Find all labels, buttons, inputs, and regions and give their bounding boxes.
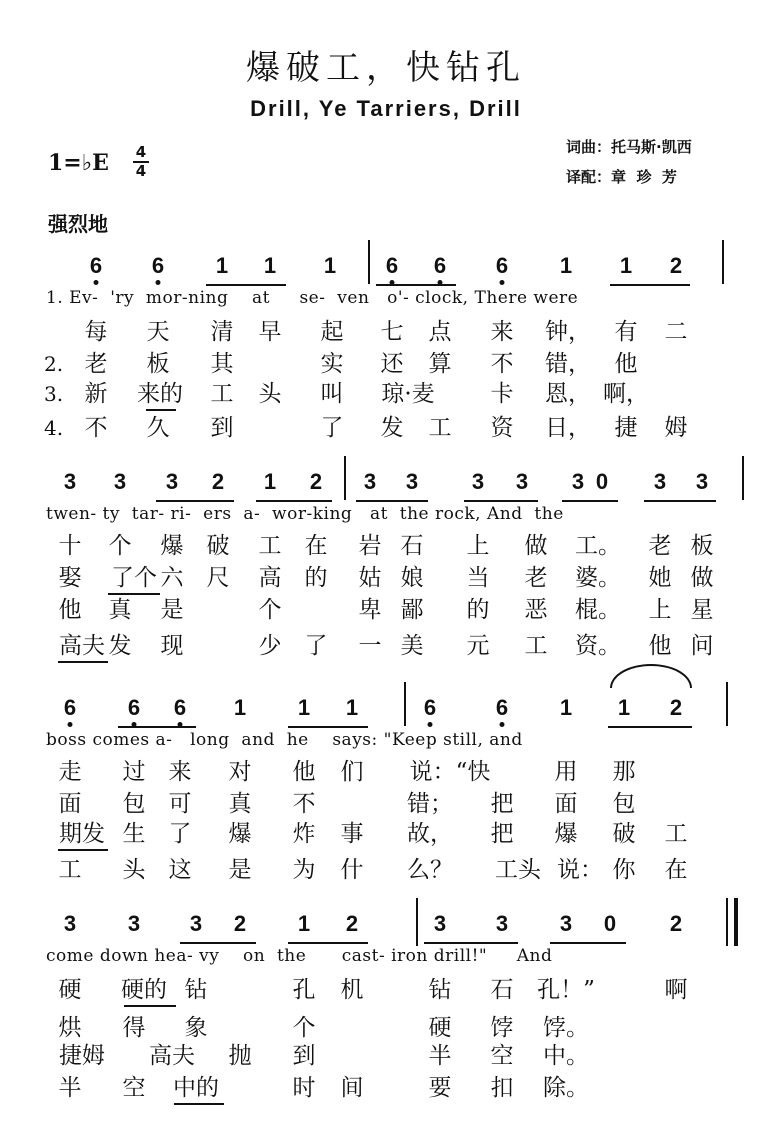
chinese-lyric: 日，: [545, 415, 591, 441]
verse-number: 4.: [44, 416, 64, 440]
chinese-lyric: 间: [340, 1075, 364, 1101]
chinese-lyric: 这: [168, 857, 192, 883]
note: 6: [495, 253, 509, 278]
chinese-lyric: 把: [490, 821, 514, 847]
chinese-lyric: 啊: [664, 977, 688, 1003]
eighth-note-beam: [608, 726, 692, 728]
chinese-lyric: 错；: [407, 791, 453, 817]
chinese-lyric: 其: [210, 351, 234, 377]
note: 3: [571, 469, 585, 494]
chinese-lyric: 点: [428, 319, 452, 345]
chinese-lyric: 是: [228, 857, 252, 883]
chinese-lyric: 为: [292, 857, 316, 883]
chinese-lyric: 恩，: [545, 381, 591, 407]
chinese-lyric: 老: [84, 351, 108, 377]
chinese-lyric: 爆: [160, 533, 184, 559]
eighth-note-beam: [180, 942, 256, 944]
chinese-lyric: 实: [320, 351, 344, 377]
chinese-lyric: 早: [258, 319, 282, 345]
octave-dot: [156, 280, 161, 285]
chinese-lyric: 半: [428, 1043, 452, 1069]
chinese-lyric: 们: [340, 759, 364, 785]
chinese-lyric: 得: [122, 1015, 146, 1041]
chinese-lyric: 新: [84, 381, 108, 407]
eighth-note-beam: [288, 726, 368, 728]
chinese-lyric: 鄙: [400, 597, 424, 623]
chinese-lyric: 六: [160, 565, 184, 591]
eighth-note-beam: [550, 942, 626, 944]
chinese-lyric: 捷: [614, 415, 638, 441]
chinese-lyric: 个: [292, 1015, 316, 1041]
chinese-lyric: 板: [146, 351, 170, 377]
note: 3: [63, 469, 77, 494]
note: 6: [89, 253, 103, 278]
chinese-lyric: 象: [184, 1015, 208, 1041]
chinese-lyric: 真: [228, 791, 252, 817]
chinese-lyric: 面: [58, 791, 82, 817]
barline: [344, 456, 346, 500]
note: 3: [653, 469, 667, 494]
chinese-lyric: 高夫: [59, 633, 105, 659]
chinese-lyric: 恶: [524, 597, 548, 623]
chinese-lyric: 做: [690, 565, 714, 591]
chinese-lyric: 在: [664, 857, 688, 883]
chinese-lyric: 工头: [495, 857, 541, 883]
note: 1: [559, 253, 573, 278]
chinese-lyric: 板: [690, 533, 714, 559]
chinese-lyric: 把: [490, 791, 514, 817]
chinese-lyric: 半: [58, 1075, 82, 1101]
note: 1: [345, 695, 359, 720]
note: 1: [263, 469, 277, 494]
verse-number: 2.: [44, 352, 64, 376]
note: 2: [669, 253, 683, 278]
chinese-lyric: 久: [146, 415, 170, 441]
eighth-note-beam: [376, 284, 456, 286]
note: 3: [363, 469, 377, 494]
chinese-lyric: 叫: [320, 381, 344, 407]
chinese-lyric: 工: [524, 633, 548, 659]
chinese-lyric: 除。: [543, 1075, 589, 1101]
chinese-lyric: 么？: [407, 857, 453, 883]
final-barline: [734, 898, 738, 946]
chinese-lyric: 说：“快: [409, 759, 491, 785]
note: 3: [695, 469, 709, 494]
chinese-lyric: 当: [466, 565, 490, 591]
chinese-lyric: 姆: [664, 415, 688, 441]
chinese-lyric: 工。: [575, 533, 621, 559]
chinese-lyric: 了: [304, 633, 328, 659]
chinese-lyric: 娘: [400, 565, 424, 591]
note: 2: [669, 911, 683, 936]
barline: [368, 240, 370, 284]
note: 2: [211, 469, 225, 494]
chinese-lyric: 时: [292, 1075, 316, 1101]
chinese-lyric: 面: [554, 791, 578, 817]
chinese-lyric: 要: [428, 1075, 452, 1101]
note: 2: [233, 911, 247, 936]
chinese-lyric: 个: [258, 597, 282, 623]
note: 3: [165, 469, 179, 494]
eighth-note-beam: [288, 942, 368, 944]
chinese-lyric: 工: [428, 415, 452, 441]
lyric-underline: [58, 661, 108, 663]
chinese-lyric: 高夫: [149, 1043, 195, 1069]
chinese-lyric: 娶: [58, 565, 82, 591]
chinese-lyric: 岩: [358, 533, 382, 559]
note: 1: [323, 253, 337, 278]
chinese-lyric: 机: [340, 977, 364, 1003]
chinese-lyric: 你: [612, 857, 636, 883]
chinese-lyric: 不: [84, 415, 108, 441]
chinese-lyric: 来: [490, 319, 514, 345]
note: 1: [617, 695, 631, 720]
chinese-lyric: 他: [648, 633, 672, 659]
eighth-note-beam: [644, 500, 716, 502]
chinese-lyric: 石: [490, 977, 514, 1003]
chinese-lyric: 硬的: [121, 977, 167, 1003]
octave-dot: [428, 722, 433, 727]
chinese-lyric: 包: [122, 791, 146, 817]
chinese-lyric: 个: [108, 533, 132, 559]
note: 1: [297, 695, 311, 720]
eighth-note-beam: [206, 284, 286, 286]
chinese-lyric: 扣: [490, 1075, 514, 1101]
note: 6: [151, 253, 165, 278]
octave-dot: [94, 280, 99, 285]
time-signature-bottom: 4: [135, 162, 147, 180]
chinese-lyric: 七: [380, 319, 404, 345]
chinese-lyric: 的: [304, 565, 328, 591]
time-signature: [132, 144, 150, 180]
chinese-lyric: 硬: [58, 977, 82, 1003]
chinese-lyric: 发: [108, 633, 132, 659]
chinese-lyric: 每: [84, 319, 108, 345]
chinese-lyric: 她: [648, 565, 672, 591]
song-title-english: Drill, Ye Tarriers, Drill: [250, 96, 522, 121]
note: 3: [113, 469, 127, 494]
chinese-lyric: 不: [292, 791, 316, 817]
lyric-underline: [146, 409, 176, 411]
chinese-lyric: 什: [340, 857, 364, 883]
barline: [726, 682, 728, 726]
note: 1: [619, 253, 633, 278]
time-signature-top: 4: [135, 143, 147, 161]
chinese-lyric: 少: [258, 633, 282, 659]
note: 2: [309, 469, 323, 494]
eighth-note-beam: [610, 284, 690, 286]
note: 3: [515, 469, 529, 494]
note: 6: [433, 253, 447, 278]
chinese-lyric: 他: [614, 351, 638, 377]
lyric-underline: [124, 1005, 176, 1007]
chinese-lyric: 包: [612, 791, 636, 817]
eighth-note-beam: [356, 500, 428, 502]
note: 3: [127, 911, 141, 936]
chinese-lyric: 用: [554, 759, 578, 785]
note: 6: [127, 695, 141, 720]
chinese-lyric: 一: [358, 633, 382, 659]
lyric-underline: [174, 1103, 224, 1105]
chinese-lyric: 了: [168, 821, 192, 847]
chinese-lyric: 石: [400, 533, 424, 559]
chinese-lyric: 美: [400, 633, 424, 659]
eighth-note-beam: [464, 500, 538, 502]
chinese-lyric: 婆。: [575, 565, 621, 591]
chinese-lyric: 工: [58, 857, 82, 883]
eighth-note-beam: [562, 500, 618, 502]
chinese-lyric: 老: [524, 565, 548, 591]
chinese-lyric: 钻: [184, 977, 208, 1003]
chinese-lyric: 做: [524, 533, 548, 559]
chinese-lyric: 来: [168, 759, 192, 785]
chinese-lyric: 来的: [137, 381, 183, 407]
chinese-lyric: 工: [258, 533, 282, 559]
chinese-lyric: 不: [490, 351, 514, 377]
note: 0: [603, 911, 617, 936]
chinese-lyric: 工: [210, 381, 234, 407]
chinese-lyric: 是: [160, 597, 184, 623]
chinese-lyric: 发: [380, 415, 404, 441]
barline: [416, 898, 418, 946]
chinese-lyric: 孔！”: [537, 977, 595, 1003]
chinese-lyric: 棍。: [575, 597, 621, 623]
chinese-lyric: 可: [168, 791, 192, 817]
lyric-underline: [58, 849, 108, 851]
eighth-note-beam: [156, 500, 234, 502]
tempo-marking: 强烈地: [48, 212, 108, 236]
note: 0: [595, 469, 609, 494]
chinese-lyric: 真: [108, 597, 132, 623]
note: 1: [233, 695, 247, 720]
note: 6: [385, 253, 399, 278]
english-lyrics-line: twen- ty tar- ri- ers a- wor-king at the rock, And the: [46, 504, 564, 524]
note: 3: [433, 911, 447, 936]
chinese-lyric: 资。: [575, 633, 621, 659]
chinese-lyric: 钟，: [545, 319, 591, 345]
chinese-lyric: 说：: [557, 857, 603, 883]
chinese-lyric: 卑: [358, 597, 382, 623]
chinese-lyric: 破: [206, 533, 230, 559]
eighth-note-beam: [118, 726, 196, 728]
chinese-lyric: 他: [58, 597, 82, 623]
chinese-lyric: 中的: [173, 1075, 219, 1101]
chinese-lyric: 算: [428, 351, 452, 377]
note: 3: [189, 911, 203, 936]
note: 3: [471, 469, 485, 494]
note: 3: [559, 911, 573, 936]
english-lyrics-line: 1. Ev- 'ry mor-ning at se- ven o'- clock, There were: [46, 288, 579, 308]
chinese-lyric: 现: [160, 633, 184, 659]
note: 6: [173, 695, 187, 720]
chinese-lyric: 饽。: [543, 1015, 589, 1041]
slur: [610, 664, 692, 688]
note: 1: [215, 253, 229, 278]
note: 3: [63, 911, 77, 936]
note: 1: [263, 253, 277, 278]
chinese-lyric: 中。: [543, 1043, 589, 1069]
key-signature: 1=♭E: [48, 150, 109, 176]
song-title-chinese: 爆破工，快钻孔: [246, 48, 526, 88]
chinese-lyric: 头: [258, 381, 282, 407]
chinese-lyric: 钻: [428, 977, 452, 1003]
note: 6: [423, 695, 437, 720]
chinese-lyric: 了: [320, 415, 344, 441]
chinese-lyric: 头: [122, 857, 146, 883]
chinese-lyric: 生: [122, 821, 146, 847]
chinese-lyric: 在: [304, 533, 328, 559]
chinese-lyric: 硬: [428, 1015, 452, 1041]
chinese-lyric: 孔: [292, 977, 316, 1003]
chinese-lyric: 工: [664, 821, 688, 847]
chinese-lyric: 姑: [358, 565, 382, 591]
chinese-lyric: 饽: [490, 1015, 514, 1041]
note: 2: [345, 911, 359, 936]
note: 6: [495, 695, 509, 720]
chinese-lyric: 问: [690, 633, 714, 659]
english-lyrics-line: boss comes a- long and he says: "Keep still, and: [46, 730, 523, 750]
chinese-lyric: 过: [122, 759, 146, 785]
chinese-lyric: 星: [690, 597, 714, 623]
english-lyrics-line: come down hea- vy on the cast- iron drill!" And: [46, 946, 553, 966]
octave-dot: [68, 722, 73, 727]
credit-translation: 译配：章 珍 芳: [566, 168, 677, 186]
lyric-underline: [108, 593, 160, 595]
chinese-lyric: 空: [490, 1043, 514, 1069]
chinese-lyric: 琼·麦: [381, 381, 435, 407]
chinese-lyric: 走: [58, 759, 82, 785]
chinese-lyric: 上: [648, 597, 672, 623]
chinese-lyric: 抛: [228, 1043, 252, 1069]
barline: [742, 456, 744, 500]
chinese-lyric: 对: [228, 759, 252, 785]
chinese-lyric: 空: [122, 1075, 146, 1101]
chinese-lyric: 炸: [292, 821, 316, 847]
chinese-lyric: 到: [210, 415, 234, 441]
note: 2: [669, 695, 683, 720]
chinese-lyric: 十: [58, 533, 82, 559]
barline: [726, 898, 728, 946]
chinese-lyric: 期发: [59, 821, 105, 847]
chinese-lyric: 清: [210, 319, 234, 345]
chinese-lyric: 老: [648, 533, 672, 559]
chinese-lyric: 起: [320, 319, 344, 345]
chinese-lyric: 卡: [490, 381, 514, 407]
chinese-lyric: 到: [292, 1043, 316, 1069]
chinese-lyric: 了个: [111, 565, 157, 591]
chinese-lyric: 事: [340, 821, 364, 847]
chinese-lyric: 烘: [58, 1015, 82, 1041]
chinese-lyric: 尺: [206, 565, 230, 591]
chinese-lyric: 他: [292, 759, 316, 785]
chinese-lyric: 元: [466, 633, 490, 659]
chinese-lyric: 错，: [545, 351, 591, 377]
note: 3: [495, 911, 509, 936]
octave-dot: [500, 722, 505, 727]
chinese-lyric: 资: [490, 415, 514, 441]
chinese-lyric: 破: [612, 821, 636, 847]
chinese-lyric: 爆: [554, 821, 578, 847]
chinese-lyric: 还: [380, 351, 404, 377]
chinese-lyric: 那: [612, 759, 636, 785]
chinese-lyric: 有: [614, 319, 638, 345]
barline: [722, 240, 724, 284]
note: 3: [405, 469, 419, 494]
chinese-lyric: 上: [466, 533, 490, 559]
eighth-note-beam: [424, 942, 518, 944]
chinese-lyric: 捷姆: [59, 1043, 105, 1069]
chinese-lyric: 的: [466, 597, 490, 623]
chinese-lyric: 二: [664, 319, 688, 345]
barline: [404, 682, 406, 726]
octave-dot: [500, 280, 505, 285]
chinese-lyric: 高: [258, 565, 282, 591]
eighth-note-beam: [256, 500, 332, 502]
chinese-lyric: 爆: [228, 821, 252, 847]
note: 6: [63, 695, 77, 720]
chinese-lyric: 啊，: [603, 381, 649, 407]
note: 1: [559, 695, 573, 720]
credit-lyrics-music: 词曲：托马斯·凯西: [566, 138, 692, 156]
verse-number: 3.: [44, 382, 64, 406]
chinese-lyric: 天: [146, 319, 170, 345]
chinese-lyric: 故，: [407, 821, 453, 847]
note: 1: [297, 911, 311, 936]
